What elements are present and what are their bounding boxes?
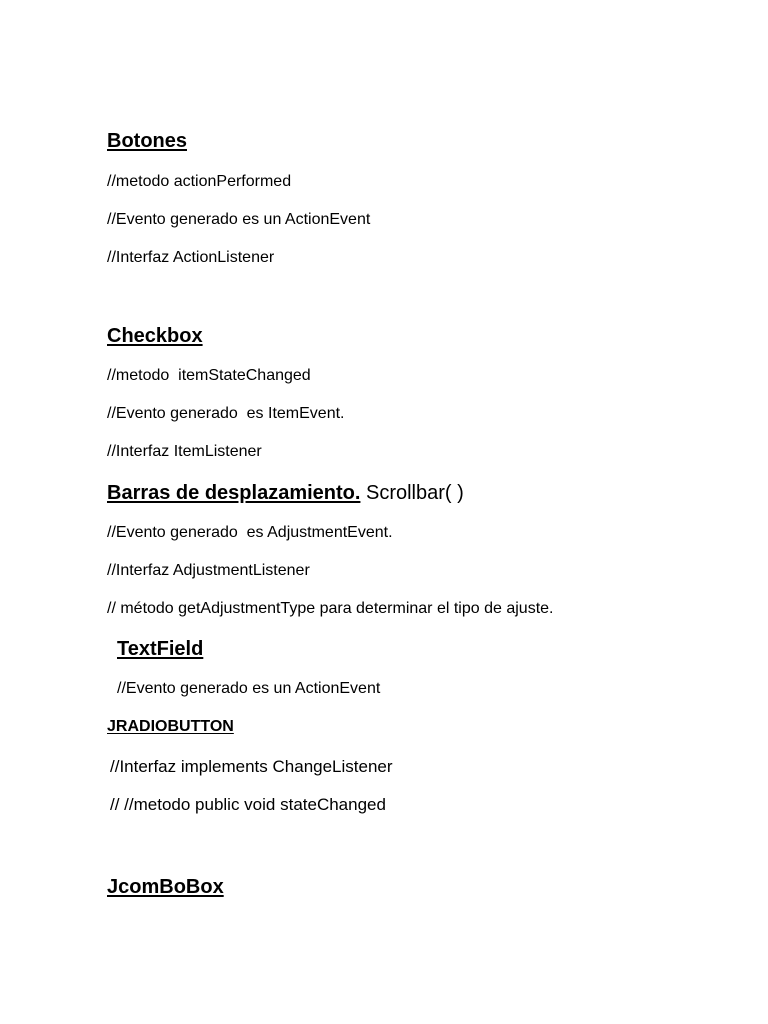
- heading-barras: Barras de desplazamiento.: [107, 482, 361, 504]
- heading-jradiobutton: JRADIOBUTTON: [107, 718, 234, 735]
- text-line: //metodo itemStateChanged: [107, 367, 311, 384]
- heading-barras-suffix: Scrollbar( ): [360, 482, 464, 504]
- text-line: //Evento generado es un ActionEvent: [107, 211, 371, 228]
- heading-checkbox: Checkbox: [107, 325, 203, 347]
- text-line: //Evento generado es un ActionEvent: [117, 680, 381, 697]
- text-line: //Evento generado es ItemEvent.: [107, 405, 345, 422]
- text-line: //Interfaz ActionListener: [107, 249, 275, 266]
- text-line: //Evento generado es AdjustmentEvent.: [107, 524, 393, 541]
- text-line: //Interfaz implements ChangeListener: [110, 757, 393, 776]
- text-line: //metodo actionPerformed: [107, 173, 292, 190]
- text-line: // //metodo public void stateChanged: [110, 795, 386, 814]
- text-line: // método getAdjustmentType para determinar el tipo de ajuste.: [107, 600, 554, 617]
- text-line: //Interfaz AdjustmentListener: [107, 562, 310, 579]
- heading-barras-row: [107, 483, 464, 503]
- heading-jcombobox: JcomBoBox: [107, 876, 224, 898]
- text-line: //Interfaz ItemListener: [107, 443, 262, 460]
- heading-textfield: TextField: [117, 638, 204, 660]
- heading-botones: Botones: [107, 130, 187, 152]
